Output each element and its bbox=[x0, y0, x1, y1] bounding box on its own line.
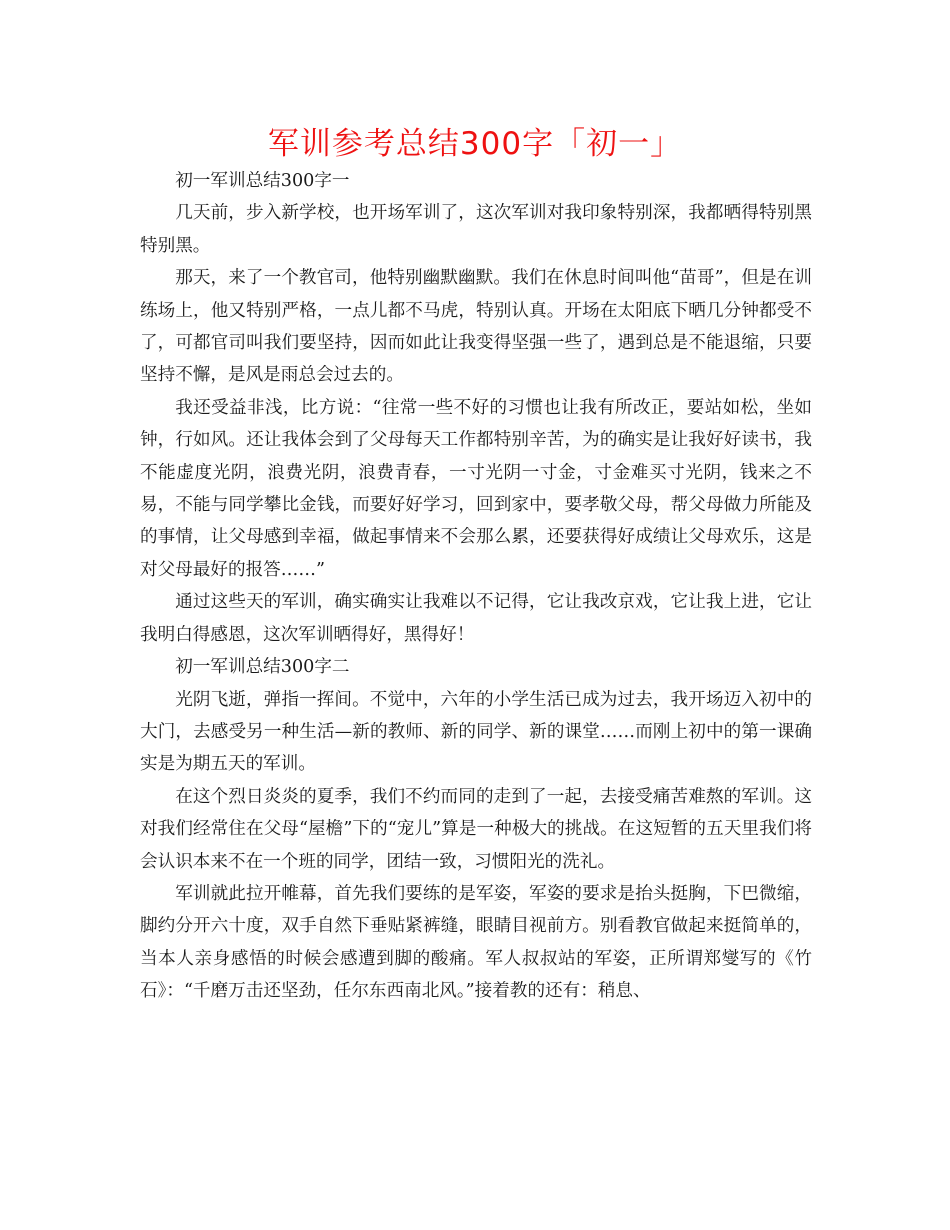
section-heading-1: 初一军训总结300字一 bbox=[175, 171, 350, 191]
paragraph-1: 几天前，步入新学校，也开场军训了，这次军训对我印象特别深，我都晒得特别黑特别黑。 bbox=[140, 203, 812, 256]
paragraph-7: 军训就此拉开帷幕，首先我们要练的是军姿，军姿的要求是抬头挺胸，下巴微缩，脚约分开六十度，双手自然下垂贴紧裤缝，眼睛目视前方。别看教官做起来挺简单的，当本人亲身感悟的时候会感遭到脚的酸痛。军人叔叔站的军姿，正所谓郑燮写的《竹石》：“千磨万击还坚劲，任尔东西南北风。”接着教的还有：稍息、 bbox=[140, 883, 812, 1002]
paragraph-5: 光阴飞逝，弹指一挥间。不觉中，六年的小学生活已成为过去，我开场迈入初中的大门，去感受另一种生活—新的教师、新的同学、新的课堂……而刚上初中的第一课确实是为期五天的军训。 bbox=[140, 689, 812, 775]
section-heading-2: 初一军训总结300字二 bbox=[175, 657, 350, 678]
document-title: 军训参考总结300字「初一」 bbox=[267, 126, 683, 162]
paragraph-3: 我还受益非浅，比方说：“往常一些不好的习惯也让我有所改正，要站如松，坐如钟，行如风。还让我体会到了父母每天工作都特别辛苦，为的确实是让我好好读书，我不能虚度光阴，浪费光阴，浪费青春，一寸光阴一寸金，寸金难买寸光阴，钱来之不易，不能与同学攀比金钱，而要好好学习，回到家中，要孝敬父母，帮父母做力所能及的事情，让父母感到幸福，做起事情来不会那么累，还要获得好成绩让父母欢乐，这是对父母最好的报答……” bbox=[140, 397, 812, 580]
document-body bbox=[140, 165, 812, 1008]
paragraph-4: 通过这些天的军训，确实确实让我难以不记得，它让我改京戏，它让我上进，它让我明白得感恩，这次军训晒得好，黑得好！ bbox=[140, 592, 812, 645]
paragraph-6: 在这个烈日炎炎的夏季，我们不约而同的走到了一起，去接受痛苦难熬的军训。这对我们经常住在父母“屋檐”下的“宠儿”算是一种极大的挑战。在这短暂的五天里我们将会认识本来不在一个班的同学，团结一致，习惯阳光的洗礼。 bbox=[140, 786, 812, 872]
paragraph-2: 那天，来了一个教官司，他特别幽默幽默。我们在休息时间叫他“苗哥”，但是在训练场上，他又特别严格，一点儿都不马虎，特别认真。开场在太阳底下晒几分钟都受不了，可都官司叫我们要坚持，因而如此让我变得坚强一些了，遇到总是不能退缩，只要坚持不懈，是风是雨总会过去的。 bbox=[140, 268, 812, 386]
